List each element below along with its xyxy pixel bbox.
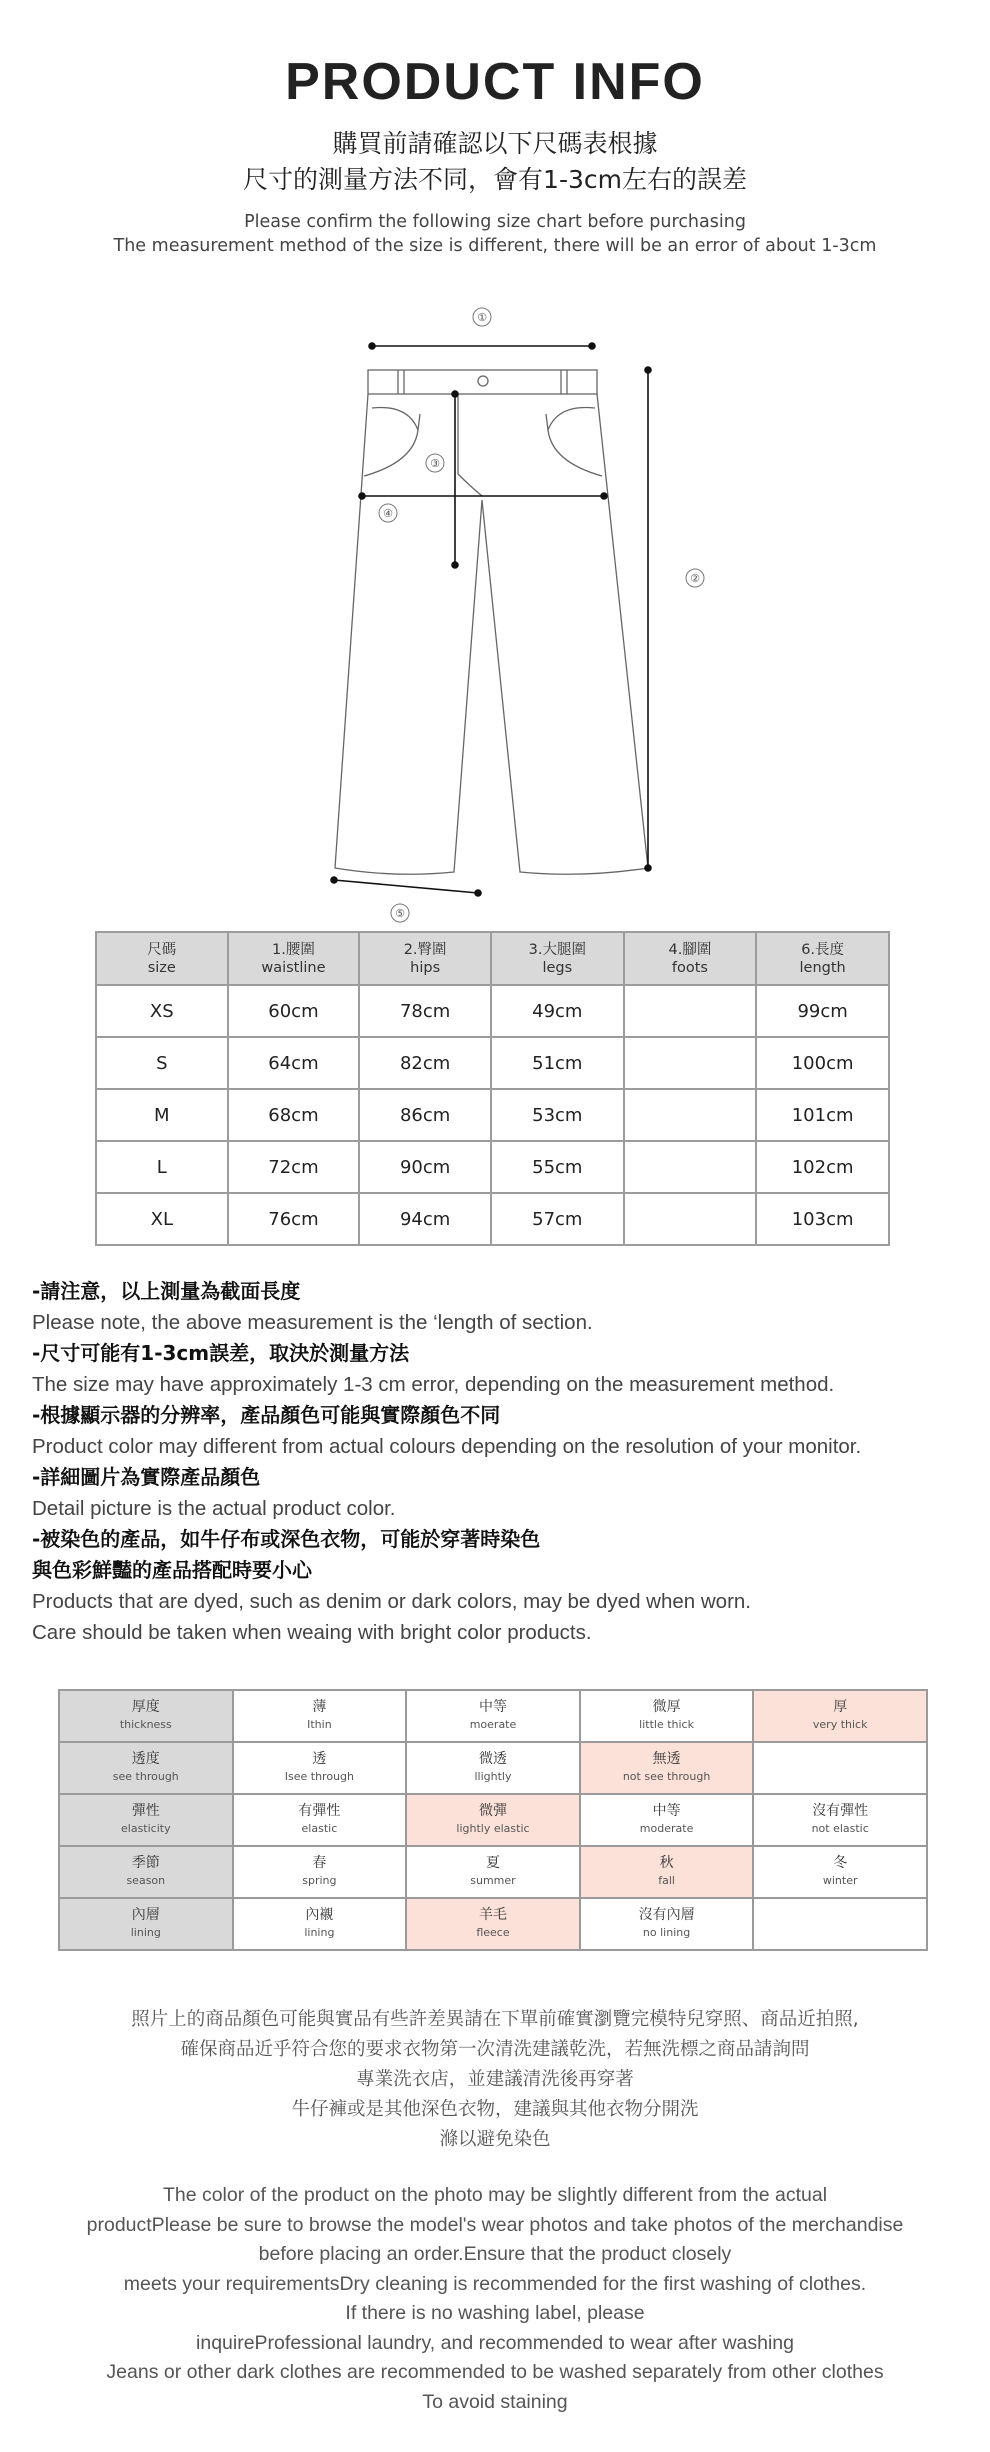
header-cell-struck: 4.腳圍 foots [624, 932, 757, 985]
value-cell: 101cm [756, 1089, 889, 1141]
table-row [96, 1193, 889, 1245]
footer-en-line: meets your requirementsDry cleaning is recommended for the first washing of clothes. [123, 2272, 867, 2295]
attr-row-see-through [59, 1742, 927, 1794]
attr-option-selected: 羊毛 fleece [406, 1898, 580, 1950]
attr-option: 微厚 little thick [580, 1690, 754, 1742]
header-cell: 1.腰圍 waistline [228, 932, 360, 985]
fabric-attributes-table [58, 1689, 928, 1951]
pants-diagram [0, 300, 990, 940]
en-subtitle-1: Please confirm the following size chart before purchasing [244, 212, 746, 232]
attr-option: 中等 moderate [580, 1794, 754, 1846]
footer-en-line: The color of the product on the photo may be slightly different from the actual [162, 2184, 828, 2206]
cn-subtitle-1: 購買前請確認以下尺碼表根據 [332, 129, 658, 158]
size-cell: M [96, 1089, 228, 1141]
note-cn: -尺寸可能有1-3cm誤差，取決於測量方法 [32, 1341, 410, 1365]
header-cell: 6.長度 length [756, 932, 889, 985]
marker-1: ① [477, 311, 487, 324]
value-cell [624, 1089, 757, 1141]
value-cell: 49cm [491, 985, 624, 1037]
table-row [96, 1089, 889, 1141]
attr-option: 中等 moerate [406, 1690, 580, 1742]
attr-label: 內層 lining [59, 1898, 233, 1950]
pants-outline [335, 394, 648, 874]
value-cell [624, 1193, 757, 1245]
cn-subtitle-2: 尺寸的測量方法不同，會有1-3cm左右的誤差 [243, 165, 747, 194]
footer-cn-line: 照片上的商品顏色可能與實品有些許差異請在下單前確實瀏覽完模特兒穿照、商品近拍照, [131, 2009, 859, 2030]
value-cell: 99cm [756, 985, 889, 1037]
footer-en-line: If there is no washing label, please [345, 2302, 645, 2324]
table-row [96, 1141, 889, 1193]
footer-en [0, 2181, 990, 2417]
size-cell: XL [96, 1193, 228, 1245]
note-cn: 與色彩鮮豔的產品搭配時要小心 [32, 1558, 312, 1582]
value-cell: 57cm [491, 1193, 624, 1245]
value-cell: 76cm [228, 1193, 360, 1245]
value-cell [624, 1037, 757, 1089]
marker-3: ③ [430, 457, 440, 470]
value-cell [624, 1141, 757, 1193]
value-cell: 100cm [756, 1037, 889, 1089]
value-cell: 102cm [756, 1141, 889, 1193]
note-en: The size may have approximately 1-3 cm error, depending on the measurement method. [32, 1373, 835, 1396]
attr-option: 內襯 lining [233, 1898, 407, 1950]
attr-row-season [59, 1846, 927, 1898]
note-cn: -根據顯示器的分辨率，產品顏色可能與實際顏色不同 [32, 1403, 501, 1427]
footer-en-line: inquireProfessional laundry, and recommended to wear after washing [196, 2331, 794, 2354]
attr-option: 沒有彈性 not elastic [753, 1794, 927, 1846]
care-notes [32, 1276, 972, 1648]
footer-en-line: productPlease be sure to browse the model's wear photos and take photos of the merchandise [86, 2213, 904, 2236]
value-cell: 103cm [756, 1193, 889, 1245]
attr-label: 季節 season [59, 1846, 233, 1898]
marker-2: ② [690, 572, 700, 585]
attr-option: 薄 Ithin [233, 1690, 407, 1742]
note-en: Products that are dyed, such as denim or dark colors, may be dyed when worn. [32, 1590, 752, 1613]
attr-option: 透 Isee through [233, 1742, 407, 1794]
waistband [368, 370, 597, 394]
header-cell: 尺碼 size [96, 932, 228, 985]
page-title: PRODUCT INFO [285, 53, 705, 111]
value-cell: 53cm [491, 1089, 624, 1141]
value-cell: 94cm [359, 1193, 491, 1245]
note-en: Care should be taken when weaing with bright color products. [32, 1621, 592, 1644]
note-cn: -請注意，以上測量為截面長度 [32, 1279, 301, 1303]
footer-cn [0, 2005, 990, 2155]
footer-cn-line: 滌以避免染色 [439, 2129, 551, 2150]
attr-option: 有彈性 elastic [233, 1794, 407, 1846]
note-cn: -詳細圖片為實際產品顏色 [32, 1465, 261, 1489]
value-cell: 51cm [491, 1037, 624, 1089]
attr-label: 厚度 thickness [59, 1690, 233, 1742]
value-cell: 55cm [491, 1141, 624, 1193]
value-cell: 64cm [228, 1037, 360, 1089]
en-subtitle-2: The measurement method of the size is different, there will be an error of about 1-3cm [113, 236, 877, 256]
footer-en-line: Jeans or other dark clothes are recommended to be washed separately from other clothes [106, 2361, 884, 2383]
attr-option-empty [753, 1742, 927, 1794]
attr-option: 沒有內層 no lining [580, 1898, 754, 1950]
note-en: Product color may different from actual colours depending on the resolution of your monitor. [32, 1435, 862, 1458]
size-cell: S [96, 1037, 228, 1089]
size-table-header [96, 932, 889, 985]
value-cell: 60cm [228, 985, 360, 1037]
attr-option: 微透 llightly [406, 1742, 580, 1794]
value-cell [624, 985, 757, 1037]
attr-row-thickness [59, 1690, 927, 1742]
footer-cn-line: 牛仔褲或是其他深色衣物，建議與其他衣物分開洗 [291, 2099, 699, 2120]
header-cell: 3.大腿圍 legs [491, 932, 624, 985]
attr-option-selected: 厚 very thick [753, 1690, 927, 1742]
attr-label: 透度 see through [59, 1742, 233, 1794]
table-row [96, 985, 889, 1037]
marker-4: ④ [383, 507, 393, 520]
size-table [95, 931, 890, 1246]
value-cell: 82cm [359, 1037, 491, 1089]
footer-en-line: before placing an order.Ensure that the product closely [258, 2243, 732, 2265]
note-en: Please note, the above measurement is the ‘length of section. [32, 1311, 593, 1334]
value-cell: 78cm [359, 985, 491, 1037]
note-en: Detail picture is the actual product color. [32, 1497, 396, 1520]
value-cell: 68cm [228, 1089, 360, 1141]
attr-option: 夏 summer [406, 1846, 580, 1898]
table-row [96, 1037, 889, 1089]
note-cn: -被染色的產品，如牛仔布或深色衣物，可能於穿著時染色 [32, 1527, 541, 1551]
footer-cn-line: 確保商品近乎符合您的要求衣物第一次清洗建議乾洗，若無洗標之商品請詢問 [180, 2039, 810, 2060]
value-cell: 72cm [228, 1141, 360, 1193]
attr-option-empty [753, 1898, 927, 1950]
size-cell: L [96, 1141, 228, 1193]
footer-cn-line: 專業洗衣店，並建議清洗後再穿著 [356, 2069, 634, 2090]
attr-row-lining [59, 1898, 927, 1950]
size-cell: XS [96, 985, 228, 1037]
header-cell: 2.臀圍 hips [359, 932, 491, 985]
attr-label: 彈性 elasticity [59, 1794, 233, 1846]
attr-option: 春 spring [233, 1846, 407, 1898]
attr-option-selected: 無透 not see through [580, 1742, 754, 1794]
value-cell: 90cm [359, 1141, 491, 1193]
attr-option: 冬 winter [753, 1846, 927, 1898]
attr-row-elasticity [59, 1794, 927, 1846]
marker-5: ⑤ [395, 907, 405, 920]
footer-en-line: To avoid staining [422, 2390, 568, 2413]
value-cell: 86cm [359, 1089, 491, 1141]
attr-option-selected: 微彈 lightly elastic [406, 1794, 580, 1846]
attr-option-selected: 秋 fall [580, 1846, 754, 1898]
